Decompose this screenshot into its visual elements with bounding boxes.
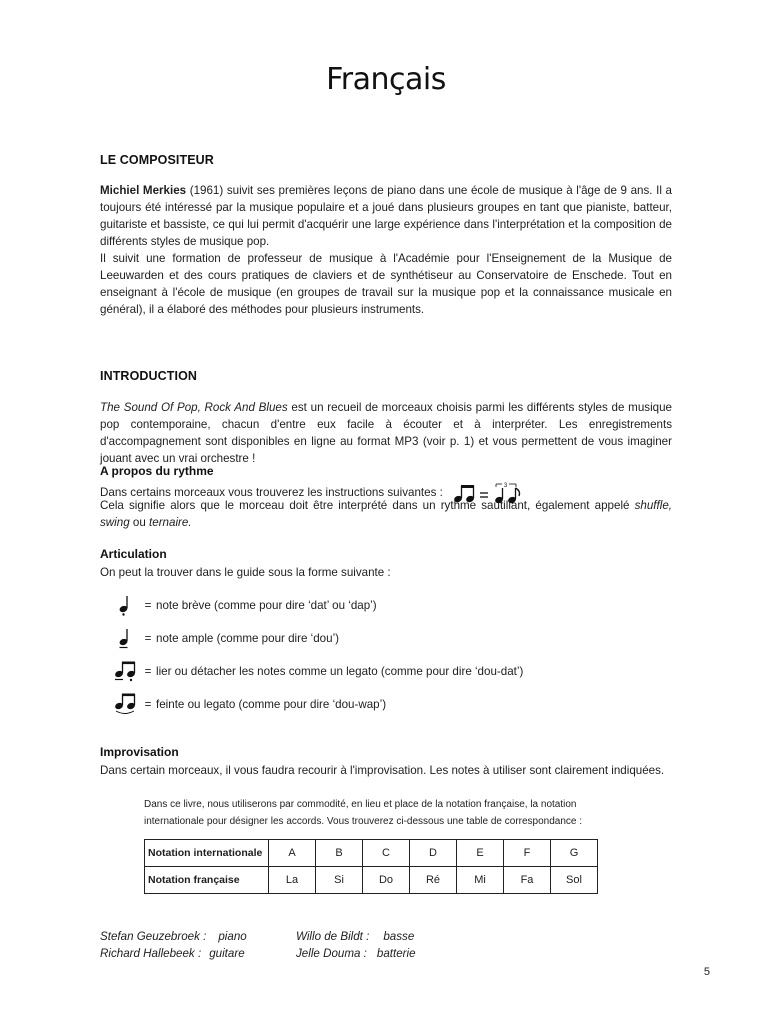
table-row	[145, 867, 598, 894]
table-cell: Fa	[504, 867, 551, 894]
credit-line	[100, 945, 247, 962]
term-ternaire: ternaire.	[149, 516, 192, 529]
table-cell: G	[551, 840, 598, 867]
notation-table	[144, 839, 598, 894]
credit-name: Richard Hallebeek :	[100, 947, 202, 960]
equals-sign: =	[144, 631, 152, 645]
credit-role: basse	[383, 930, 415, 943]
credit-role: guitare	[209, 947, 245, 960]
credit-name: Willo de Bildt :	[296, 930, 370, 943]
rhythm-explanation	[100, 497, 672, 531]
introduction-text	[100, 399, 672, 467]
credit-line	[100, 928, 247, 945]
articulation-row	[112, 693, 386, 715]
table-cell: Si	[316, 867, 363, 894]
book-title: The Sound Of Pop, Rock And Blues	[100, 401, 288, 414]
credit-line	[296, 945, 416, 962]
table-cell: D	[410, 840, 457, 867]
credit-name: Jelle Douma :	[296, 947, 367, 960]
introduction-body: est un recueil de morceaux choisis parmi les différents styles de musique pop contemporaine, chacun d'entre eux facile à écouter et à interpréter. Les enregistrements d'accompagnement sont disponibles en ligne au format MP3 (voir p. 1) et vous permettent de vous imaginer jouant avec un vrai orchestre !	[100, 401, 672, 465]
table-cell: E	[457, 840, 504, 867]
triplet-number: 3	[503, 483, 508, 489]
rhythm-instruction: Dans certains morceaux vous trouverez les instructions suivantes :	[100, 486, 443, 500]
page-number: 5	[703, 966, 710, 978]
articulation-text: feinte ou legato (comme pour dire ‘dou-wap’)	[156, 697, 387, 711]
articulation-text: note brève (comme pour dire ‘dat’ ou ‘dap’)	[156, 598, 377, 612]
term-shuffle: shuffle,	[634, 499, 672, 512]
introduction-heading: INTRODUCTION	[100, 369, 198, 383]
page-title: Français	[326, 62, 446, 97]
notation-note-line-1: Dans ce livre, nous utiliserons par commodité, en lieu et place de la notation française, la notation	[144, 799, 577, 810]
row-label: Notation internationale	[145, 840, 269, 867]
credits-right	[296, 928, 416, 962]
table-cell: Sol	[551, 867, 598, 894]
table-cell: F	[504, 840, 551, 867]
credits-left	[100, 928, 247, 962]
table-row	[145, 840, 598, 867]
articulation-heading: Articulation	[100, 547, 167, 561]
composer-para-2: Il suivit une formation de professeur de musique à l'Académie pour l'Enseignement de la Musique de Leeuwarden et des cours pratiques de claviers et de synthétiseur au Conservatoire de Enschede. Tout en enseignant à l'école de musique (en groupes de travail sur la musique pop et la connaissance musicale en général), il a élaboré des méthodes pour plusieurs instruments.	[100, 252, 672, 316]
composer-text	[100, 182, 672, 318]
tenuto-staccato-eighths-icon	[112, 660, 140, 682]
composer-heading: LE COMPOSITEUR	[100, 153, 214, 167]
articulation-row	[112, 660, 523, 682]
notation-note-line-2: internationale pour désigner les accords. Vous trouverez ci-dessous une table de correspondance :	[144, 816, 583, 827]
table-cell: Mi	[457, 867, 504, 894]
articulation-row	[112, 627, 339, 649]
table-cell: La	[269, 867, 316, 894]
row-label: Notation française	[145, 867, 269, 894]
staccato-note-icon	[112, 594, 140, 616]
composer-name: Michiel Merkies	[100, 184, 187, 197]
tenuto-note-icon	[112, 627, 140, 649]
improvisation-text: Dans certain morceaux, il vous faudra recourir à l'improvisation. Les notes à utiliser sont clairement indiquées.	[100, 764, 665, 777]
table-cell: C	[363, 840, 410, 867]
improvisation-heading: Improvisation	[100, 745, 179, 759]
articulation-row	[112, 594, 377, 616]
rhythm-heading: A propos du rythme	[100, 464, 214, 478]
credit-name: Stefan Geuzebroek :	[100, 930, 207, 943]
composer-para-1: (1961) suivit ses premières leçons de piano dans une école de musique à l'âge de 9 ans. Il a toujours été intéressé par la musique populaire et a joué dans plusieurs groupes en tant que pianiste, batteur, guitariste et bassiste, ce qui lui permit d'acquérir une large expérience dans l'interprétation et la composition de différents styles de musique pop.	[100, 184, 672, 248]
table-cell: B	[316, 840, 363, 867]
equals-sign: =	[144, 664, 152, 678]
credit-line	[296, 928, 416, 945]
articulation-intro: On peut la trouver dans le guide sous la forme suivante :	[100, 566, 391, 579]
credit-role: piano	[218, 930, 247, 943]
table-cell: Ré	[410, 867, 457, 894]
equals-sign: =	[144, 598, 152, 612]
articulation-text: note ample (comme pour dire ‘dou’)	[156, 631, 340, 645]
slurred-eighths-icon	[112, 693, 140, 715]
credit-role: batterie	[376, 947, 416, 960]
term-swing: swing	[100, 516, 130, 529]
table-cell: Do	[363, 867, 410, 894]
notation-note	[144, 796, 614, 830]
table-cell: A	[269, 840, 316, 867]
word-ou: ou	[132, 516, 146, 529]
rhythm-explanation-text: Cela signifie alors que le morceau doit être interprété dans un rythme sautillant, également appelé	[100, 499, 630, 512]
articulation-text: lier ou détacher les notes comme un legato (comme pour dire ‘dou-dat’)	[156, 664, 524, 678]
equals-sign: =	[144, 697, 152, 711]
